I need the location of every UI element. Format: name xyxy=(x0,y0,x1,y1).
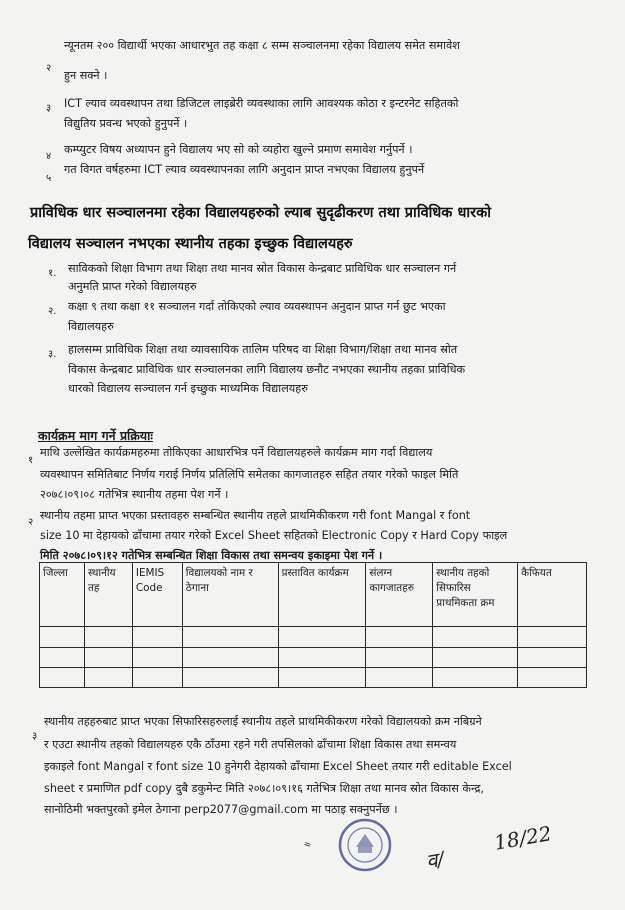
list-item-text: विद्युतिय प्रवन्ध भएको हुनुपर्ने । xyxy=(64,117,188,130)
list-item-text: व्यवस्थापन समितिबाट निर्णय गराई निर्णय प्रतिलिपि समेतका कागजातहरु सहित तयार गरेको फाइल मिति xyxy=(40,468,459,481)
list-item-text: हुन सक्ने । xyxy=(64,69,108,82)
list-item-text: कम्प्युटर विषय अध्यापन हुने विद्यालय भए सो को व्यहोरा खुल्ने प्रमाण समावेश गर्नुपर्ने । xyxy=(64,143,413,156)
list-item-text: विकास केन्द्रबाट प्राविधिक धार सञ्चालनका लागि विद्यालय छनौट नभएका स्थानीय तहका प्राविधिक xyxy=(68,363,466,376)
table-cell xyxy=(278,648,366,668)
list-item-text: size 10 मा देहायको ढाँचामा तयार गरेको Excel Sheet सहितको Electronic Copy र Hard Copy फाइल xyxy=(40,529,508,542)
table-header-cell: जिल्ला xyxy=(40,563,85,627)
office-seal-icon xyxy=(336,816,394,874)
table-cell xyxy=(366,668,433,688)
list-item-text: सानोठिमी भक्तपुरको इमेल ठेगाना perp2077@gmail.com मा पठाइ सक्नुपर्नेछ । xyxy=(44,803,398,816)
section-heading-line: प्राविधिक धार सञ्चालनमा रहेका विद्यालयहरुको ल्याब सुदृढीकरण तथा प्राविधिक धारको xyxy=(30,205,491,221)
table-cell xyxy=(84,627,132,648)
list-item-text: हालसम्म प्राविधिक शिक्षा तथा व्यावसायिक तालिम परिषद वा शिक्षा विभाग/शिक्षा तथा मानव स्रोत xyxy=(68,343,458,356)
table-row xyxy=(40,648,587,668)
table-cell xyxy=(40,648,85,668)
list-item-text: स्थानीय तहहरुबाट प्राप्त भएका सिफारिसहरुलाई स्थानीय तहले प्राथमिकीकरण गरेको विद्यालयको क्रम नबिग्रने xyxy=(44,715,482,728)
proposal-table xyxy=(39,562,587,688)
table-cell xyxy=(433,627,518,648)
table-cell xyxy=(182,648,278,668)
list-number: २ xyxy=(46,63,52,74)
table-cell xyxy=(366,627,433,648)
stamp-mark: ॥ xyxy=(302,840,314,850)
table-cell xyxy=(433,668,518,688)
list-number: ३. xyxy=(48,349,57,360)
table-cell xyxy=(366,648,433,668)
table-cell xyxy=(433,648,518,668)
table-header-cell: विद्यालयको नाम र ठेगाना xyxy=(182,563,278,627)
list-number: १ xyxy=(28,455,34,466)
table-cell xyxy=(518,627,587,648)
list-number: ४ xyxy=(46,151,52,162)
list-number: ३ xyxy=(46,103,52,114)
list-item-text: साविकको शिक्षा विभाग तथा शिक्षा तथा मानव स्रोत विकास केन्द्रबाट प्राविधिक धार सञ्चालन गर्न xyxy=(68,262,457,275)
table-cell xyxy=(84,648,132,668)
table-cell xyxy=(40,627,85,648)
table-cell xyxy=(278,668,366,688)
table-header-cell: IEMIS Code xyxy=(132,563,182,627)
list-item-text: र एउटा स्थानीय तहको विद्यालयहरु एकै ठाँउमा रहने गरी तपसिलको ढाँचामा शिक्षा विकास तथा समन्वय xyxy=(44,738,457,751)
list-number: ५ xyxy=(46,173,52,184)
table-cell xyxy=(132,627,182,648)
table-row xyxy=(40,627,587,648)
list-number: २ xyxy=(28,517,34,528)
table-cell xyxy=(132,648,182,668)
table-cell xyxy=(182,627,278,648)
list-item-text: ICT ल्याव व्यवस्थापन तथा डिजिटल लाइब्रेरी व्यवस्थाका लागि आवश्यक कोठा र इन्टरनेट सहितको xyxy=(64,97,459,110)
table-cell xyxy=(132,668,182,688)
list-item-text: कक्षा ९ तथा कक्षा ११ सञ्चालन गर्दा तोकिएको ल्याव व्यवस्थापन अनुदान प्राप्त गर्न छुट भएका xyxy=(68,300,446,313)
list-item-text: sheet र प्रमाणित pdf copy दुबै डकुमेन्ट मिति २०७८।०९।१६ गतेभित्र शिक्षा तथा मानव स्रोत विकास केन्द्र, xyxy=(44,782,484,795)
table-header-cell: प्रस्तावित कार्यक्रम xyxy=(278,563,366,627)
list-item-text: स्थानीय तहमा प्राप्त भएका प्रस्तावहरु सम्बन्धित स्थानीय तहले प्राथमिकीकरण गरी font Mangal र font xyxy=(40,509,471,522)
table-cell xyxy=(40,668,85,688)
table-cell xyxy=(518,668,587,688)
table-header-cell: कैफियत xyxy=(518,563,587,627)
list-number: १. xyxy=(48,268,57,279)
list-item-text: विद्यालयहरु xyxy=(68,320,114,333)
list-item-text: अनुमति प्राप्त गरेको विद्यालयहरु xyxy=(68,280,197,293)
table-cell xyxy=(278,627,366,648)
table-header-cell: स्थानीय तह xyxy=(84,563,132,627)
list-item-text: गत विगत वर्षहरुमा ICT ल्याव व्यवस्थापनका लागि अनुदान प्राप्त नभएका विद्यालय हुनुपर्ने xyxy=(64,163,425,176)
table-header-row xyxy=(40,563,587,627)
list-number: २. xyxy=(48,306,57,317)
list-item-text: माथि उल्लेखित कार्यक्रमहरुमा तोकिएका आधारभित्र पर्ने विद्यालयहरुले कार्यक्रम माग गर्दा विद्यालय xyxy=(40,446,433,459)
deadline-line: मिति २०७८।०९।१२ गतेभित्र सम्बन्धित शिक्षा विकास तथा समन्वय इकाइमा पेश गर्ने । xyxy=(40,549,383,562)
table-cell xyxy=(518,648,587,668)
section-heading-line: विद्यालय सञ्चालन नभएका स्थानीय तहका इच्छुक विद्यालयहरु xyxy=(28,236,353,252)
signature-date: 18/22 xyxy=(492,821,554,855)
list-item-text: इकाइले font Mangal र font size 10 हुनेगरी देहायको ढाँचामा Excel Sheet तयार गरी editable Excel xyxy=(44,760,512,773)
list-item-text: २०७८।०९।०८ गतेभित्र स्थानीय तहमा पेश गर्ने । xyxy=(40,488,229,501)
table-header-cell: संलग्न कागजातहरु xyxy=(366,563,433,627)
procedure-title: कार्यक्रम माग गर्ने प्रक्रियाः xyxy=(38,428,153,443)
list-number: ३ xyxy=(32,731,38,742)
list-item-text: न्यूनतम २०० विद्यार्थी भएका आधारभुत तह कक्षा ८ सम्म सञ्चालनमा रहेका विद्यालय समेत समावेश xyxy=(64,39,460,52)
table-cell xyxy=(84,668,132,688)
table-cell xyxy=(182,668,278,688)
signature-initials: व/ xyxy=(424,846,446,874)
table-header-cell: स्थानीय तहको सिफारिस प्राथमिकता क्रम xyxy=(433,563,518,627)
table-row xyxy=(40,668,587,688)
list-item-text: धारको विद्यालय सञ्चालन गर्न इच्छुक माध्यमिक विद्यालयहरु xyxy=(68,382,308,395)
